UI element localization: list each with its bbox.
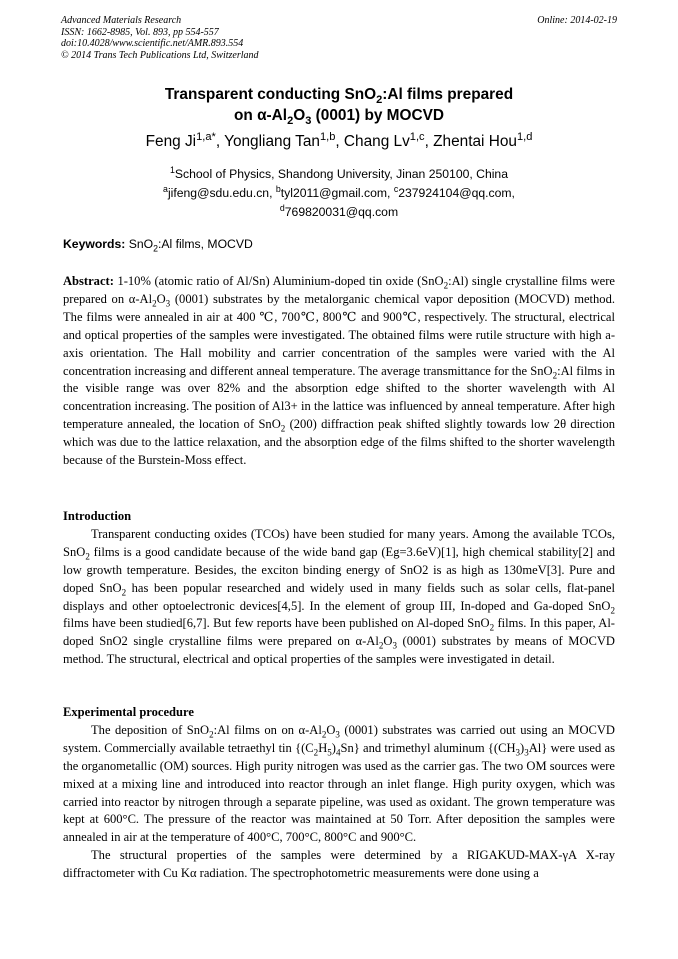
journal-header xyxy=(61,15,617,61)
email-link[interactable]: 237924104@qq.com, xyxy=(398,186,515,200)
body-paragraph: The structural properties of the samples were determined by a RIGAKUD-MAX-γA X-ray diffractometer with Cu Kα radiation. The spectrophotometric measurements were done using a xyxy=(63,848,615,881)
author-name: , Chang Lv xyxy=(335,133,410,150)
email-link[interactable]: 769820031@qq.com xyxy=(284,205,399,219)
title-subscript: 2 xyxy=(287,115,294,128)
author-sup: 1,a* xyxy=(196,130,216,143)
email-link[interactable]: tyl2011@gmail.com, xyxy=(280,186,394,200)
author-sup: 1,b xyxy=(319,130,336,143)
issn-line: ISSN: 1662-8985, Vol. 893, pp 554-557 xyxy=(61,26,219,38)
author-name: , Zhentai Hou xyxy=(424,133,517,150)
copyright-line: © 2014 Trans Tech Publications Ltd, Switzerland xyxy=(61,49,259,61)
title-text: Transparent conducting SnO xyxy=(164,86,377,103)
section-heading: Experimental procedure xyxy=(63,705,194,719)
affiliation-block xyxy=(0,165,678,222)
author-sup: 1,c xyxy=(409,130,425,143)
title-subscript: 3 xyxy=(305,115,312,128)
introduction-section xyxy=(63,508,615,669)
title-text: :Al films prepared xyxy=(382,86,514,103)
title-text: O xyxy=(293,107,306,124)
title-subscript: 2 xyxy=(376,94,383,107)
journal-name: Advanced Materials Research xyxy=(61,15,182,26)
abstract-label: Abstract: xyxy=(63,274,114,288)
email-line: $^a$jifeng@sdu.edu.cn, $^b$tyl2011@gmail.com, $^c$237924104@qq.com, xyxy=(163,183,515,200)
author-name: , Yongliang Tan xyxy=(215,133,320,150)
keywords-line: Keywords: SnO$_2$:Al films, MOCVD xyxy=(63,237,253,254)
abstract-paragraph: Abstract: 1-10% (atomic ratio of Al/Sn) Aluminium-doped tin oxide (SnO$_2$:Al) single crystalline films were prepared on $\alpha-Al_2O_3$ (0001) substrates by the metalorganic chemical vapor deposition (MOCVD) method. The films were annealed in air at 400 ℃, 700℃, 800℃ and 900℃, respectively. The structural, electrical and optical properties of the samples were investigated. The obtained films were rutile structure with high a-axis orientation. The Hall mobility and carrier concentration of the samples were varied with the Al concentration increasing and different anneal temperature. The average transmittance for the SnO$_2$:Al films in the visible range was over 82% and the absorption edge shifted to the shorter wavelength with Al concentration increasing. The position of Al3+ in the lattice was influenced by anneal temperature. After high temperature annealed, the location of SnO$_2$ (200) diffraction peak shifted slightly towards low 2θ direction which was due to the lattice relaxation, and the absorption edge of the films shifted to the shorter wavelength because of the Burstein-Moss effect. xyxy=(63,274,615,468)
doi-line: doi:10.4028/www.scientific.net/AMR.893.554 xyxy=(61,38,244,50)
author-sup: 1,d xyxy=(516,130,533,143)
author-name: Feng Ji xyxy=(145,133,197,150)
section-heading: Introduction xyxy=(63,509,132,523)
body-paragraph: The deposition of SnO$_2$:Al films on on $\alpha-Al_2O_3$ (0001) substrates was carried out using an MOCVD system. Commercially available tetraethyl tin $\{(C_2H_5)_4Sn\}$ and trimethyl aluminum $\{(CH_3)_3Al\}$ were used as the organometallic (OM) sources. High purity nitrogen was used as the carrier gas. The two OM sources were mixed at a mixing line and introduced into reactor through an inlet flange. High purity oxygen, which was carried into reactor by nitrogen through a separate pipeline, was used as oxidant. The grown temperature was kept at 600°C. The pressure of the reactor was maintained at 50 Torr. After deposition the samples were annealed in air at the temperature of 400°C, 700°C, 800°C and 900°C. xyxy=(63,722,615,845)
author-list xyxy=(0,130,678,151)
online-date: Online: 2014-02-19 xyxy=(537,15,617,26)
email-line: $^d$769820031@qq.com xyxy=(279,202,399,219)
title-text: on α-Al xyxy=(234,107,288,124)
paper-title xyxy=(0,84,678,126)
affiliation-line: $^1$School of Physics, Shandong University, Jinan 250100, China xyxy=(170,164,508,181)
email-link[interactable]: jifeng@sdu.edu.cn, xyxy=(167,186,276,200)
body-paragraph: Transparent conducting oxides (TCOs) have been studied for many years. Among the available TCOs, SnO$_2$ films is a good candidate because of the wide band gap (Eg=3.6eV)[1], high chemical stability[2] and low growth temperature. Besides, the exciton binding energy of SnO2 is as high as 130meV[3]. Pure and doped SnO$_2$ has been popular researched and widely used in many fields such as solar cells, flat-panel displays and other optoelectronic devices[4,5]. In the element of group III, In-doped and Ga-doped SnO$_2$ films have been studied[6,7]. But few reports have been published on Al-doped SnO$_2$ films. In this paper, Al-doped SnO2 single crystalline films were prepared on $\alpha-Al_2O_3$ (0001) substrates by means of MOCVD method. The structural, electrical and optical properties of the samples were investigated in detail. xyxy=(63,526,615,667)
experimental-section xyxy=(63,704,615,883)
keywords-label: Keywords: xyxy=(63,237,126,251)
title-text: (0001) by MOCVD xyxy=(311,107,444,124)
